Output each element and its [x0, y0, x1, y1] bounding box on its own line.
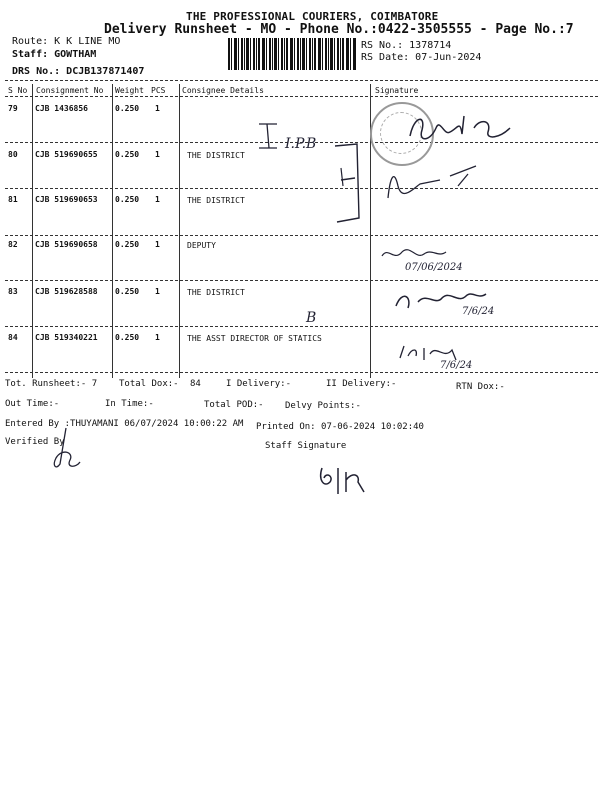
row-pcs: 1	[155, 287, 160, 296]
signature-row-82	[380, 244, 480, 264]
delivery-points: Delvy Points:-	[285, 401, 361, 411]
col-header-consignment: Consignment No	[36, 86, 104, 95]
col-header-sno: S No	[8, 86, 28, 95]
column-rule	[112, 84, 113, 378]
row-consignment: CJB 519340221	[35, 333, 98, 342]
row-sno: 83	[8, 287, 18, 296]
row-weight: 0.250	[115, 333, 140, 342]
out-time: Out Time:-	[5, 399, 60, 409]
ii-delivery: II Delivery:-	[326, 379, 397, 389]
document-title: Delivery Runsheet - MO - Phone No.:0422-3505555 - Page No.:7	[104, 22, 574, 37]
col-header-signature: Signature	[375, 86, 419, 95]
row-pcs: 1	[155, 150, 160, 159]
row-pcs: 1	[155, 333, 160, 342]
column-rule	[179, 84, 180, 378]
total-dox-value: 84	[190, 379, 201, 389]
row-consignee: THE ASST DIRECTOR OF STATICS	[187, 334, 322, 343]
table-top-rule	[5, 80, 598, 81]
row-consignment: CJB 519690658	[35, 240, 98, 249]
row-weight: 0.250	[115, 104, 140, 113]
in-time: In Time:-	[105, 399, 154, 409]
signature-row-79	[400, 108, 530, 148]
signature-row-80-81	[380, 158, 490, 208]
staff-signature	[314, 462, 374, 498]
handwritten-date-82: 07/06/2024	[405, 262, 463, 273]
rtn-dox: RTN Dox:-	[456, 382, 505, 392]
row-divider	[5, 280, 598, 281]
row-sno: 81	[8, 195, 18, 204]
col-header-pcs: PCS	[151, 86, 166, 95]
header-rule	[5, 96, 598, 97]
verifier-signature	[46, 424, 86, 474]
row-pcs: 1	[155, 104, 160, 113]
rs-number: RS No.: 1378714	[361, 40, 452, 51]
table-bottom-rule	[5, 372, 598, 373]
handwritten-ipb: I.P.B	[285, 136, 317, 152]
column-rule	[32, 84, 33, 378]
staff-label: Staff: GOWTHAM	[12, 49, 97, 60]
total-runsheet: Tot. Runsheet:- 7	[5, 379, 98, 389]
barcode-icon	[228, 38, 356, 70]
row-pcs: 1	[155, 240, 160, 249]
row-consignee: THE DISTRICT	[187, 151, 245, 160]
staff-signature-label: Staff Signature	[265, 441, 347, 451]
row-weight: 0.250	[115, 287, 140, 296]
row-sno: 84	[8, 333, 18, 342]
row-consignment: CJB 519690653	[35, 195, 98, 204]
row-weight: 0.250	[115, 240, 140, 249]
total-dox-label: Total Dox:-	[119, 379, 179, 389]
i-delivery: I Delivery:-	[226, 379, 292, 389]
handwritten-b: B	[306, 310, 317, 326]
row-sno: 80	[8, 150, 18, 159]
row-divider	[5, 326, 598, 327]
handwritten-date-84: 7/6/24	[440, 360, 473, 371]
row-pcs: 1	[155, 195, 160, 204]
row-consignment: CJB 519690655	[35, 150, 98, 159]
row-consignee: DEPUTY	[187, 241, 216, 250]
row-consignment: CJB 1436856	[35, 104, 88, 113]
route-label: Route: K K LINE MO	[12, 36, 121, 47]
verified-by: Verified By	[5, 437, 65, 447]
row-consignee: THE DISTRICT	[187, 288, 245, 297]
company-name: THE PROFESSIONAL COURIERS, COIMBATORE	[186, 10, 439, 23]
row-sno: 82	[8, 240, 18, 249]
row-consignment: CJB 519628588	[35, 287, 98, 296]
handwritten-date-83: 7/6/24	[462, 306, 495, 317]
row-weight: 0.250	[115, 150, 140, 159]
total-pod: Total POD:-	[204, 400, 264, 410]
row-sno: 79	[8, 104, 18, 113]
rs-date: RS Date: 07-Jun-2024	[361, 52, 482, 63]
printed-on: Printed On: 07-06-2024 10:02:40	[256, 422, 424, 432]
row-consignee: THE DISTRICT	[187, 196, 245, 205]
entered-by: Entered By :THUYAMANI 06/07/2024 10:00:22 AM	[5, 419, 244, 429]
col-header-consignee: Consignee Details	[182, 86, 264, 95]
row-weight: 0.250	[115, 195, 140, 204]
col-header-weight: Weight	[115, 86, 144, 95]
drs-number: DRS No.: DCJB137871407	[12, 66, 145, 77]
